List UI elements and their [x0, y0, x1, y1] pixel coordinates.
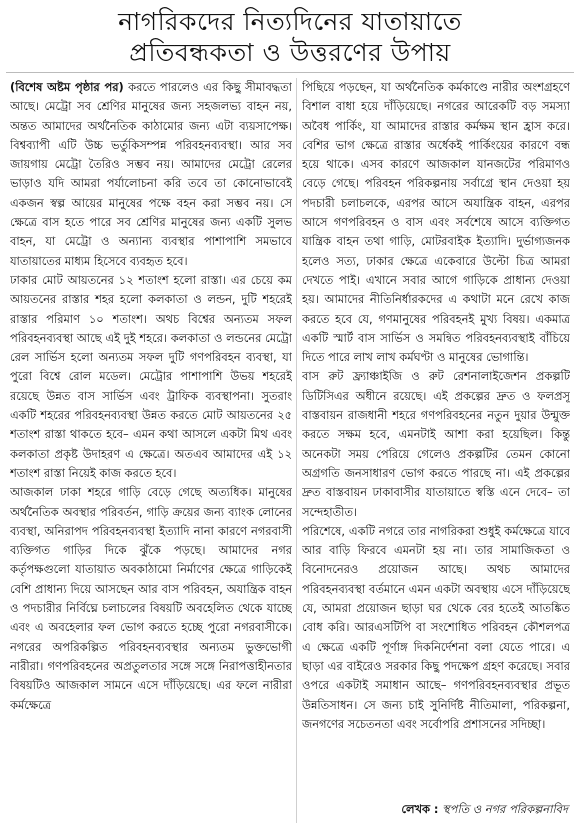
paragraph-3: আজকাল ঢাকা শহরে গাড়ি বেড়ে গেছে অত্যধিক। মানুষের অর্থনৈতিক অবস্থার পরিবর্তন, গাড়ি ক্রয়ের জন্য ব্যাংক লোনের ব্যবস্থা, অনিরাপদ পরিবহনব্যবস্থা ইত্যাদি নানা কারণে নগরবাসী ব্যক্তিগত গাড়ির দিকে ঝুঁকে পড়ছে। আমাদের নগর কর্তৃপক্ষগুলো যাতায়াত অবকাঠামো নির্মাণের ক্ষেত্রে গাড়িকেই বেশি প্রাধান্য দিয়ে আসছেন আর বাস পরিবহন, অযান্ত্রিক বাহন ও পদচারীর নির্বিঘ্নে চলাচলের বিষয়টি অবহেলিত থেকে যাচ্ছে এবং এ অবহেলার ফল ভোগ করতে হচ্ছে পুরো নগরবাসীকে। নগরের অপরিকল্পিত পরিবহনব্যবস্থার অন্যতম ভুক্তভোগী নারীরা। গণপরিবহনের অপ্রতুলতার সঙ্গে সঙ্গে নিরাপত্তাহীনতার বিষয়টিও আজকাল সামনে এসে দাঁড়িয়েছে। এর ফলে নারীরা কর্মক্ষেত্রে: [10, 485, 292, 712]
column-divider: [296, 78, 297, 823]
paragraph-2: ঢাকার মোট আয়তনের ১২ শতাংশ হলো রাস্তা। এর চেয়ে কম আয়তনের রাস্তার শহর হলো কলকাতা ও লন্ডন, দুটি শহরেই রাস্তার পরিমাণ ১০ শতাংশ। অথচ বিশ্বের অন্যতম সফল পরিবহনব্যবস্থা আছে এই দুই শহরে। কলকাতা ও লন্ডনের মেট্রো রেল সার্ভিস হলো অন্যতম সফল দুটি গণপরিবহন ব্যবস্থা, যা পুরো বিশ্বে রোল মডেল। মেট্রোর পাশাপাশি উভয় শহরেই রয়েছে উন্নত বাস সার্ভিস এবং ট্রাফিক ব্যবস্থাপনা। সুতরাং একটি শহরের পরিবহনব্যবস্থা উন্নত করতে মোট আয়তনের ২৫ শতাংশ রাস্তা থাকতে হবে– এমন কথা আসলে একটা মিথ এবং কলকাতা প্রকৃষ্ট উদাহরণ এ ক্ষেত্রে। অতএব আমাদের এই ১২ শতাংশ রাস্তা নিয়েই কাজ করতে হবে।: [10, 272, 292, 480]
paragraph-5: বাস রুট ফ্র্যাঞ্চাইজি ও রুট রেশনালাইজেশন প্রকল্পটি ডিটিসিএর অধীনে রয়েছে। এই প্রকল্পের দ্রুত ও ফলপ্রসূ বাস্তবায়ন রাজধানী শহরে গণপরিবহনের নতুন দুয়ার উন্মুক্ত করতে সক্ষম হবে, এমনটাই আশা করা হয়েছিল। কিন্তু অনেকটা সময় পেরিয়ে গেলেও প্রকল্পটির তেমন কোনো অগ্রগতি জনসাধারণ ভোগ করতে পারছে না। এই প্রকল্পের দ্রুত বাস্তবায়ন ঢাকাবাসীর যাতায়াতে স্বস্তি এনে দেবে– তা সন্দেহাতীত।: [302, 369, 570, 519]
headline-line-2: প্রতিবন্ধকতা ও উত্তরণের উপায়: [129, 38, 451, 67]
byline-label: লেখক :: [401, 802, 439, 816]
continued-from-label: (বিশেষ অষ্টম পৃষ্ঠার পর): [10, 80, 124, 94]
paragraph-1-text: করতে পারলেও এর কিছু সীমাবদ্ধতা আছে। মেট্রো সব শ্রেণির মানুষের জন্য সহজলভ্য বাহন নয়, অন্তত আমাদের অর্থনৈতিক কাঠামোর জন্য এটা ব্যয়সাপেক্ষ। বিশ্বব্যাপী এটি উচ্চ ভর্তুকিসম্পন্ন পরিবহনব্যবস্থা। আর সব জায়গায় মেট্রো তৈরিও সম্ভব নয়। আমাদের মেট্রো রেলের ভাড়াও যদি আমরা পর্যালোচনা করি তবে তা কোনোভাবেই একজন স্বল্প আয়ের মানুষের পক্ষে বহন করা সম্ভব নয়। সে ক্ষেত্রে বাস হতে পারে সব শ্রেণির মানুষের জন্য একটি সুলভ বাহন, যা মেট্রো ও অন্যান্য ব্যবস্থার পাশাপাশি সমভাবে যাতায়াতের মাধ্যম হিসেবে ব্যবহৃত হবে।: [10, 80, 292, 268]
headline-divider: [6, 72, 574, 73]
article-column-right: [302, 78, 570, 826]
paragraph-4: পিছিয়ে পড়ছেন, যা অর্থনৈতিক কর্মকাণ্ডে নারীর অংশগ্রহণে বিশাল বাধা হয়ে দাঁড়িয়েছে। নগরের আরেকটি বড় সমস্যা অবৈধ পার্কিং, যা আমাদের রাস্তার কর্মক্ষম স্থান হ্রাস করে। বেশির ভাগ ক্ষেত্রে রাস্তার অর্ধেকই পার্কিংয়ের কারণে বন্ধ হয়ে থাকে। এসব কারণে আজকাল যানজটের পরিমাণও বেড়ে গেছে। পরিবহন পরিকল্পনায় সর্বাগ্রে স্থান দেওয়া হয় পদচারী চলাচলকে, এরপর আসে অযান্ত্রিক বাহন, এরপর আসে গণপরিবহন ও বাস এবং সর্বশেষে আসে ব্যক্তিগত যান্ত্রিক বাহন তথা গাড়ি, মোটরবাইক ইত্যাদি। দুর্ভাগ্যজনক হলেও সত্য, ঢাকার ক্ষেত্রে একেবারে উল্টো চিত্র আমরা দেখতে পাই। এখানে সবার আগে গাড়িকে প্রাধান্য দেওয়া হয়। আমাদের নীতিনির্ধারকদের এ কথাটা মনে রেখে কাজ করতে হবে যে, গণমানুষের পরিবহনই মুখ্য বিষয়। একমাত্র একটি স্মার্ট বাস সার্ভিস ও সমন্বিত পরিবহনব্যবস্থাই বাঁচিয়ে দিতে পারে লাখ লাখ কর্মঘণ্টা ও মানুষের ভোগান্তি।: [302, 80, 570, 365]
article-column-left: [10, 78, 292, 826]
author-byline: [401, 800, 568, 819]
headline-line-1: নাগরিকদের নিত্যদিনের যাতায়াতে: [118, 7, 462, 36]
article-headline: [0, 0, 580, 70]
byline-text: স্থপতি ও নগর পরিকল্পনাবিদ: [442, 802, 568, 816]
paragraph-6: পরিশেষে, একটি নগরে তার নাগরিকরা শুধুই কর্মক্ষেত্রে যাবে আর বাড়ি ফিরবে এমনটা হয় না। তার সামাজিকতা ও বিনোদনেরও প্রয়োজন আছে। অথচ আমাদের পরিবহনব্যবস্থা বর্তমানে এমন একটা অবস্থায় এসে দাঁড়িয়েছে যে, আমরা প্রয়োজন ছাড়া ঘর থেকে বের হতেই আতঙ্কিত বোধ করি। আরএসটিপি বা সংশোধিত পরিবহন কৌশলপত্র এ ক্ষেত্রে একটি পূর্ণাঙ্গ দিকনির্দেশনা বলা যেতে পারে। এ ছাড়া এর বাইরেও সরকার কিছু পদক্ষেপ গ্রহণ করেছে। সবার ওপরে একটাই সমাধান আছে– গণপরিবহনব্যবস্থার প্রভূত উন্নতিসাধন। সে জন্য চাই সুনির্দিষ্ট নীতিমালা, পরিকল্পনা, জনগণের সচেতনতা এবং সর্বোপরি প্রশাসনের সদিচ্ছা।: [302, 523, 570, 731]
paragraph-1: [10, 78, 292, 271]
